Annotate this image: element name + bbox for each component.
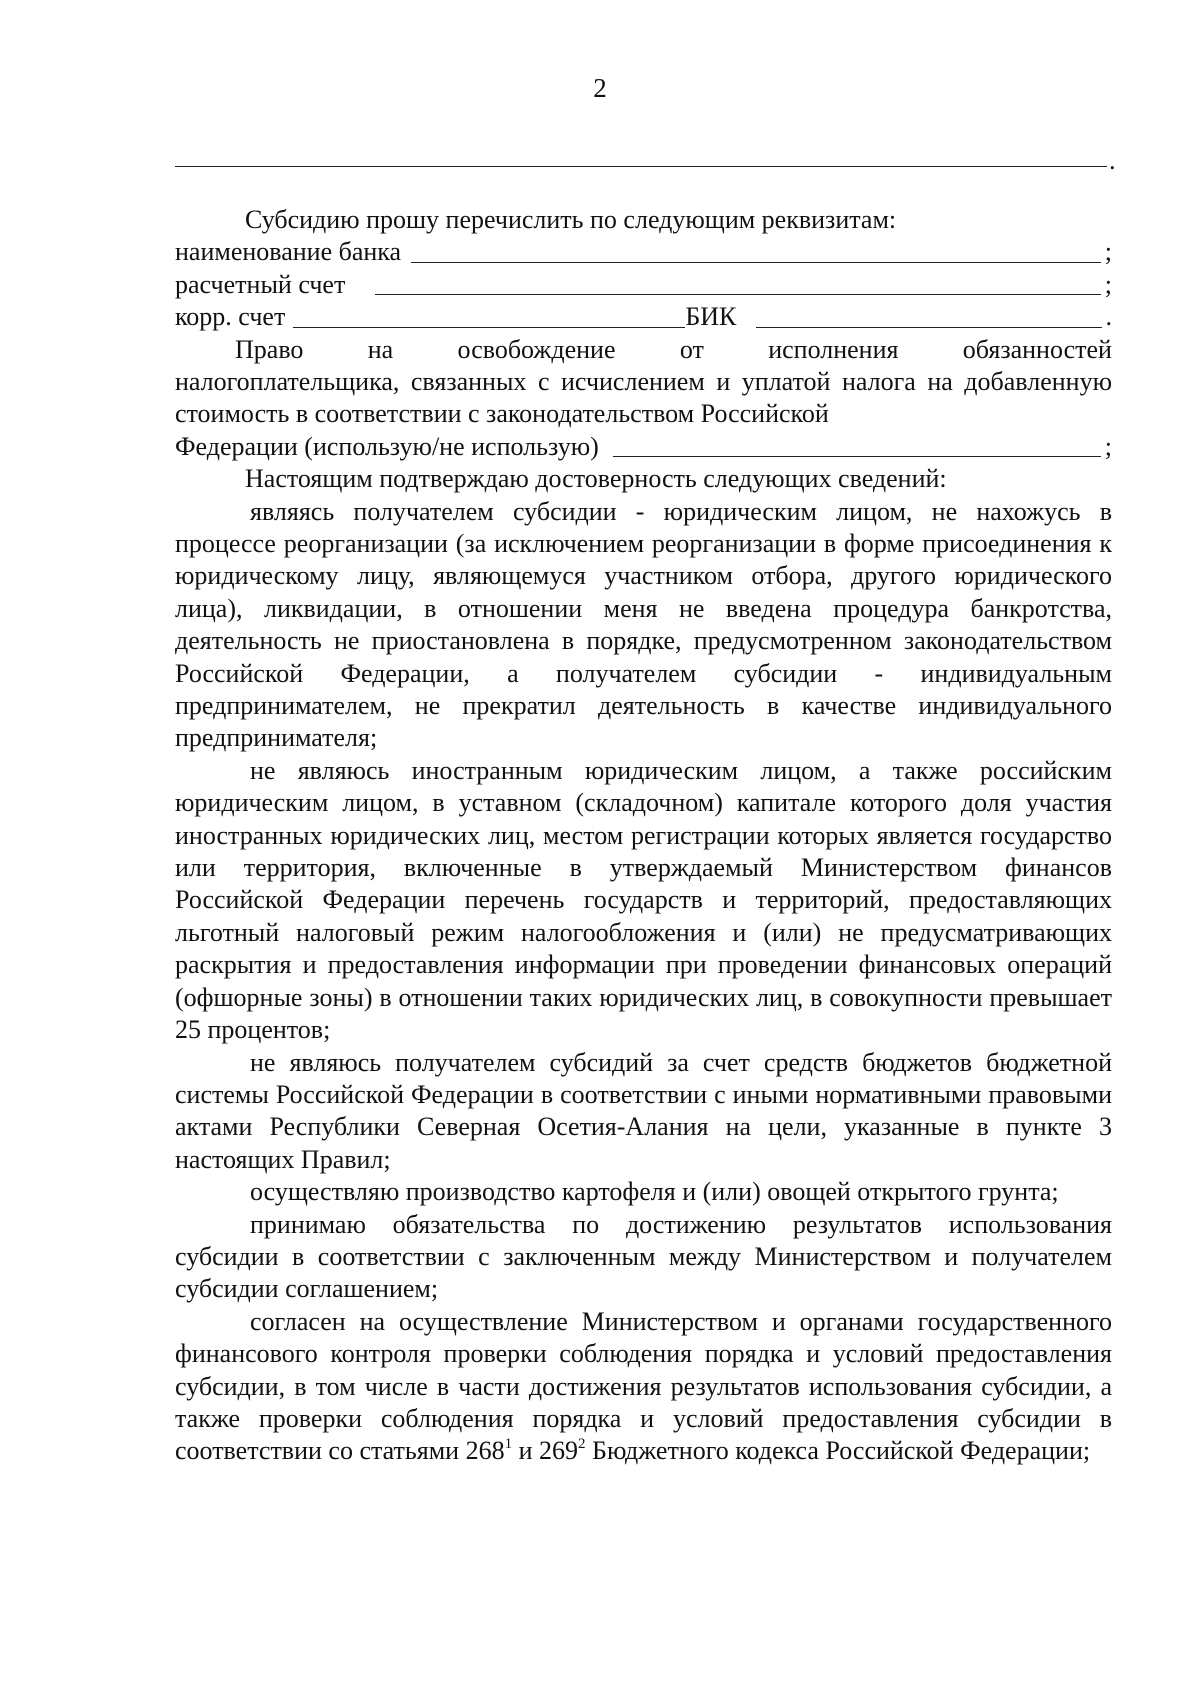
consent-text: согласен на осуществление Министерством и органами государственного финансового контроля проверки соблюдения порядка и условий предоставления субсидии, в том числе в части достижения результатов использования субсидии, а также проверки соблюдения порядка и условий предоставления субсидии в соответствии со статьями 268	[175, 1306, 1112, 1466]
top-line-period: .	[1109, 146, 1116, 175]
bik-period: .	[1105, 302, 1112, 332]
vat-first-line	[175, 334, 1112, 366]
bank-name-field	[175, 236, 1112, 268]
vat-choice-blank[interactable]	[613, 455, 1101, 457]
statement-not-foreign-entity: не являюсь иностранным юридическим лицом, а также российским юридическим лицом, в уставном (складочном) капитале которого доля участия иностранных юридических лиц, местом регистрации которых является государство или территория, включенные в утверждаемый Министерством финансов Российской Федерации перечень государств и территорий, предоставляющих льготный налоговый режим налогообложения и (или) не предусматривающих раскрытия и предоставления информации при проведении финансовых операций (офшорные зоны) в отношении таких юридических лиц, в совокупности превышает 25 процентов;	[175, 755, 1112, 1045]
bik-blank[interactable]	[756, 326, 1101, 328]
top-blank-line[interactable]	[175, 166, 1107, 167]
statement-production: осуществляю производство картофеля и (или) овощей открытого грунта;	[250, 1177, 1059, 1207]
bank-name-blank[interactable]	[411, 261, 1101, 263]
document-body	[175, 204, 1112, 1468]
bik-label: БИК	[685, 302, 737, 332]
consent-end: Бюджетного кодекса Российской Федерации;	[592, 1436, 1091, 1466]
vat-word: от	[679, 334, 704, 364]
statement-consent	[175, 1306, 1112, 1468]
vat-word: на	[367, 334, 394, 364]
statement-obligations: принимаю обязательства по достижению результатов использования субсидии в соответствии с заключенным между Министерством и получателем субсидии соглашением;	[175, 1209, 1112, 1304]
account-field	[175, 269, 1112, 301]
vat-word: исполнения	[768, 334, 899, 364]
bank-name-semicolon: ;	[1104, 237, 1112, 267]
consent-and: и 269	[512, 1436, 579, 1466]
vat-text: налогоплательщика, связанных с исчислением и уплатой налога на добавленную стоимость в соответствии с законодательством Российской	[175, 366, 1112, 429]
vat-word: Право	[235, 334, 304, 364]
confirm-heading: Настоящим подтверждаю достоверность следующих сведений:	[245, 464, 947, 494]
vat-choice-semicolon: ;	[1104, 431, 1112, 461]
corr-account-blank[interactable]	[293, 326, 685, 328]
statement-not-in-reorganization: являясь получателем субсидии - юридическим лицом, не нахожусь в процессе реорганизации (за исключением реорганизации в форме присоединения к юридическому лицу, являющемуся участником отбора, другого юридического лица), ликвидации, в отношении меня не введена процедура банкротства, деятельность не приостановлена в порядке, предусмотренном законодательством Российской Федерации, а получателем субсидии - индивидуальным предпринимателем, не прекратил деятельность в качестве индивидуального предпринимателя;	[175, 496, 1112, 753]
account-blank[interactable]	[375, 293, 1100, 295]
superscript-2: 2	[578, 1435, 586, 1452]
vat-word: обязанностей	[962, 334, 1112, 364]
vat-word: освобождение	[457, 334, 616, 364]
account-label: расчетный счет	[175, 269, 346, 299]
corr-account-label: корр. счет	[175, 302, 286, 332]
bank-name-label: наименование банка	[175, 237, 402, 267]
corr-bik-field	[175, 301, 1112, 333]
statement-no-other-subsidies: не являюсь получателем субсидий за счет средств бюджетов бюджетной системы Российской Федерации в соответствии с иными нормативными правовыми актами Республики Северная Осетия-Алания на цели, указанные в пункте 3 настоящих Правил;	[175, 1047, 1112, 1174]
superscript-1: 1	[504, 1435, 513, 1452]
requisites-intro: Субсидию прошу перечислить по следующим реквизитам:	[245, 205, 897, 234]
account-semicolon: ;	[1104, 269, 1112, 299]
vat-choice-field	[175, 431, 1112, 463]
page-number: 2	[593, 73, 607, 103]
vat-choice-label: Федерации (использую/не использую)	[175, 431, 599, 461]
